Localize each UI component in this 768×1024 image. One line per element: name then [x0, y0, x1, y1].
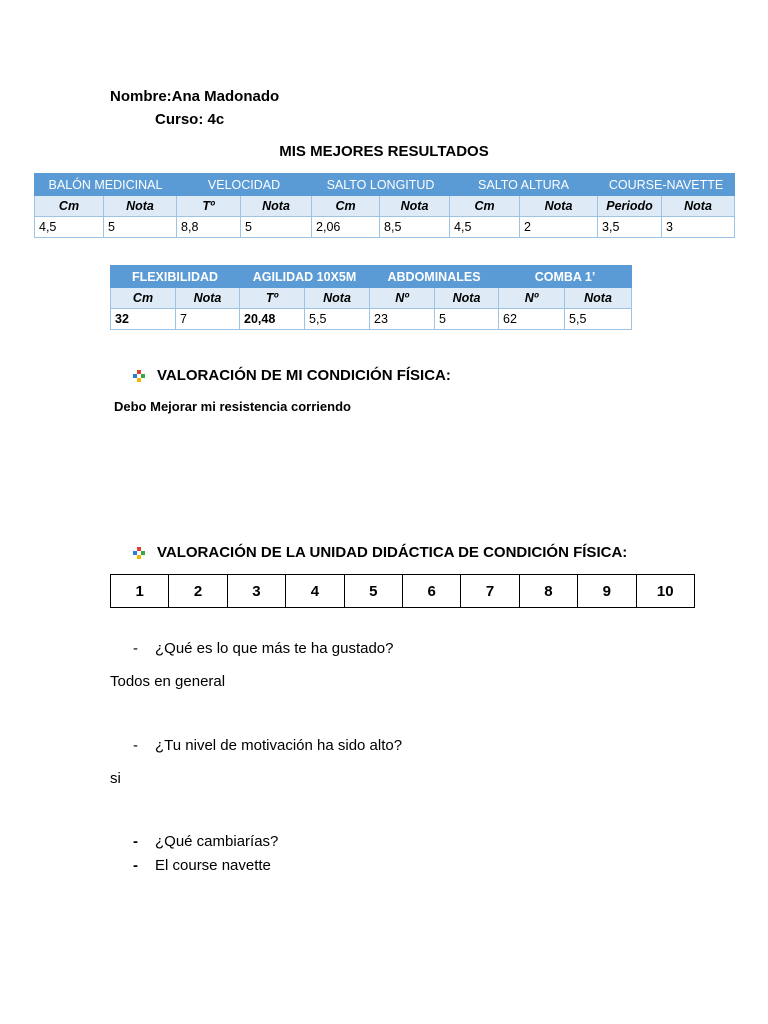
subheader-cell: Cm — [35, 196, 104, 217]
value-cell: 7 — [176, 309, 240, 330]
group-header-flexibilidad: FLEXIBILIDAD — [111, 266, 240, 288]
rating-cell-4[interactable]: 4 — [286, 575, 344, 608]
value-cell: 5 — [435, 309, 499, 330]
subheader-cell: Nota — [176, 288, 240, 309]
section-heading-condicion — [133, 367, 451, 384]
subheader-cell: Nº — [370, 288, 435, 309]
value-cell: 3 — [662, 217, 735, 238]
value-cell: 5 — [104, 217, 177, 238]
subheader-cell: Cm — [111, 288, 176, 309]
answer-text: El course navette — [155, 857, 271, 874]
student-course: Curso: 4c — [155, 111, 225, 128]
subheader-cell: Cm — [312, 196, 380, 217]
answer-2: si — [110, 770, 121, 787]
group-header-balon-medicinal: BALÓN MEDICINAL — [35, 174, 177, 196]
rating-scale — [110, 574, 695, 608]
value-cell: 3,5 — [598, 217, 662, 238]
dash-marker: - — [133, 737, 138, 754]
four-color-diamond-bullet-icon — [133, 547, 145, 559]
answer-1: Todos en general — [110, 673, 226, 690]
four-color-diamond-bullet-icon — [133, 370, 145, 382]
rating-cell-8[interactable]: 8 — [519, 575, 577, 608]
subheader-cell: Nota — [520, 196, 598, 217]
student-name: Nombre:Ana Madonado — [110, 88, 280, 105]
value-cell: 4,5 — [450, 217, 520, 238]
subheader-cell: Cm — [450, 196, 520, 217]
rating-cell-7[interactable]: 7 — [461, 575, 519, 608]
rating-cell-1[interactable]: 1 — [111, 575, 169, 608]
question-1 — [133, 640, 393, 657]
results-table-2 — [110, 265, 632, 330]
group-header-agilidad: AGILIDAD 10X5M — [240, 266, 370, 288]
section-heading-text: VALORACIÓN DE MI CONDICIÓN FÍSICA: — [157, 367, 451, 384]
rating-cell-10[interactable]: 10 — [636, 575, 694, 608]
rating-cell-2[interactable]: 2 — [169, 575, 227, 608]
subheader-cell: Nota — [241, 196, 312, 217]
dash-marker: - — [133, 833, 138, 850]
subheader-cell: Nota — [305, 288, 370, 309]
results-table-1 — [34, 173, 735, 238]
subheader-cell: Nota — [565, 288, 632, 309]
value-cell: 8,8 — [177, 217, 241, 238]
rating-cell-9[interactable]: 9 — [578, 575, 636, 608]
dash-marker: - — [133, 640, 138, 657]
group-header-abdominales: ABDOMINALES — [370, 266, 499, 288]
value-cell: 2,06 — [312, 217, 380, 238]
table-row — [35, 217, 735, 238]
subheader-cell: Nota — [662, 196, 735, 217]
value-cell: 62 — [499, 309, 565, 330]
group-header-salto-altura: SALTO ALTURA — [450, 174, 598, 196]
subheader-cell: Periodo — [598, 196, 662, 217]
condicion-comment: Debo Mejorar mi resistencia corriendo — [114, 399, 351, 414]
group-header-salto-longitud: SALTO LONGITUD — [312, 174, 450, 196]
subheader-cell: Nota — [435, 288, 499, 309]
question-text: ¿Tu nivel de motivación ha sido alto? — [155, 737, 403, 754]
table-row — [111, 309, 632, 330]
page-title: MIS MEJORES RESULTADOS — [279, 143, 489, 160]
subheader-cell: Nº — [499, 288, 565, 309]
group-header-course-navette: COURSE-NAVETTE — [598, 174, 735, 196]
dash-marker: - — [133, 857, 138, 874]
rating-cell-5[interactable]: 5 — [344, 575, 402, 608]
answer-3 — [133, 857, 271, 874]
value-cell: 32 — [111, 309, 176, 330]
value-cell: 2 — [520, 217, 598, 238]
value-cell: 4,5 — [35, 217, 104, 238]
value-cell: 5,5 — [565, 309, 632, 330]
question-2 — [133, 737, 402, 754]
subheader-cell: Tº — [240, 288, 305, 309]
value-cell: 20,48 — [240, 309, 305, 330]
value-cell: 8,5 — [380, 217, 450, 238]
rating-cell-3[interactable]: 3 — [227, 575, 285, 608]
subheader-cell: Tº — [177, 196, 241, 217]
subheader-cell: Nota — [380, 196, 450, 217]
section-heading-text: VALORACIÓN DE LA UNIDAD DIDÁCTICA DE CONDICIÓN FÍSICA: — [157, 544, 628, 561]
question-text: ¿Qué cambiarías? — [155, 833, 279, 850]
section-heading-unidad — [133, 544, 627, 561]
subheader-cell: Nota — [104, 196, 177, 217]
group-header-comba: COMBA 1’ — [499, 266, 632, 288]
value-cell: 23 — [370, 309, 435, 330]
question-3 — [133, 833, 278, 850]
question-text: ¿Qué es lo que más te ha gustado? — [155, 640, 394, 657]
value-cell: 5,5 — [305, 309, 370, 330]
rating-cell-6[interactable]: 6 — [402, 575, 460, 608]
table-row — [111, 575, 695, 608]
value-cell: 5 — [241, 217, 312, 238]
group-header-velocidad: VELOCIDAD — [177, 174, 312, 196]
